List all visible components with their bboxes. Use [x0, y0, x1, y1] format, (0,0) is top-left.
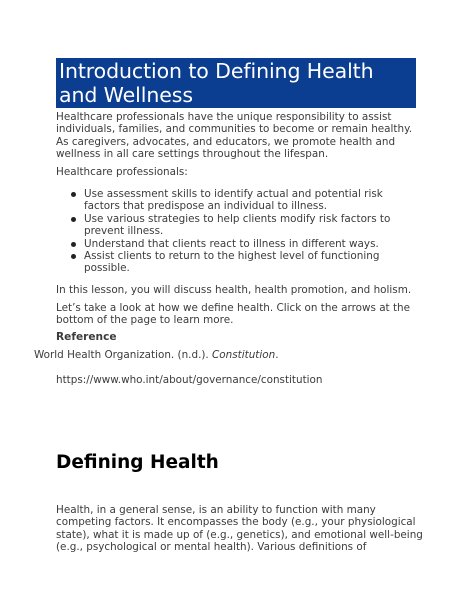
bullet-icon — [71, 192, 76, 197]
bullet-icon — [71, 242, 76, 247]
page-title: Introduction to Defining Health and Wellness — [59, 59, 374, 107]
bullet-icon — [71, 254, 76, 259]
title-banner — [56, 58, 416, 108]
list-item: Use assessment skills to identify actual and potential risk factors that predispose an individual to illness. — [56, 188, 416, 213]
reference-citation: World Health Organization. (n.d.). Constitution. — [34, 349, 279, 361]
intro-paragraph: Healthcare professionals have the unique responsibility to assist individuals, families, and communities to become or remain healthy. As caregivers, advocates, and educators, we promote health and wellness in all care settings throughout the lifespan. — [56, 111, 413, 161]
list-item: Understand that clients react to illness in different ways. — [56, 238, 416, 250]
professional-duties-list — [56, 188, 416, 275]
list-lead: Healthcare professionals: — [56, 166, 188, 178]
reference-heading: Reference — [56, 331, 117, 343]
citation-title: Constitution — [212, 349, 276, 361]
lesson-overview: In this lesson, you will discuss health, health promotion, and holism. — [56, 284, 412, 296]
list-item: Use various strategies to help clients modify risk factors to prevent illness. — [56, 213, 416, 238]
bullet-icon — [71, 217, 76, 222]
section-paragraph: Health, in a general sense, is an ability to function with many competing factors. It encompasses the body (e.g., your physiological state), what it is made up of (e.g., genetics), and emotional well-being (e.g., psychological or mental health). Various definitions of — [56, 504, 423, 554]
reference-url[interactable]: https://www.who.int/about/governance/constitution — [56, 374, 323, 386]
list-item: Assist clients to return to the highest level of functioning possible. — [56, 250, 416, 275]
section-heading: Defining Health — [56, 452, 219, 473]
navigation-instruction: Let’s take a look at how we define health. Click on the arrows at the bottom of the page to learn more. — [56, 302, 410, 327]
